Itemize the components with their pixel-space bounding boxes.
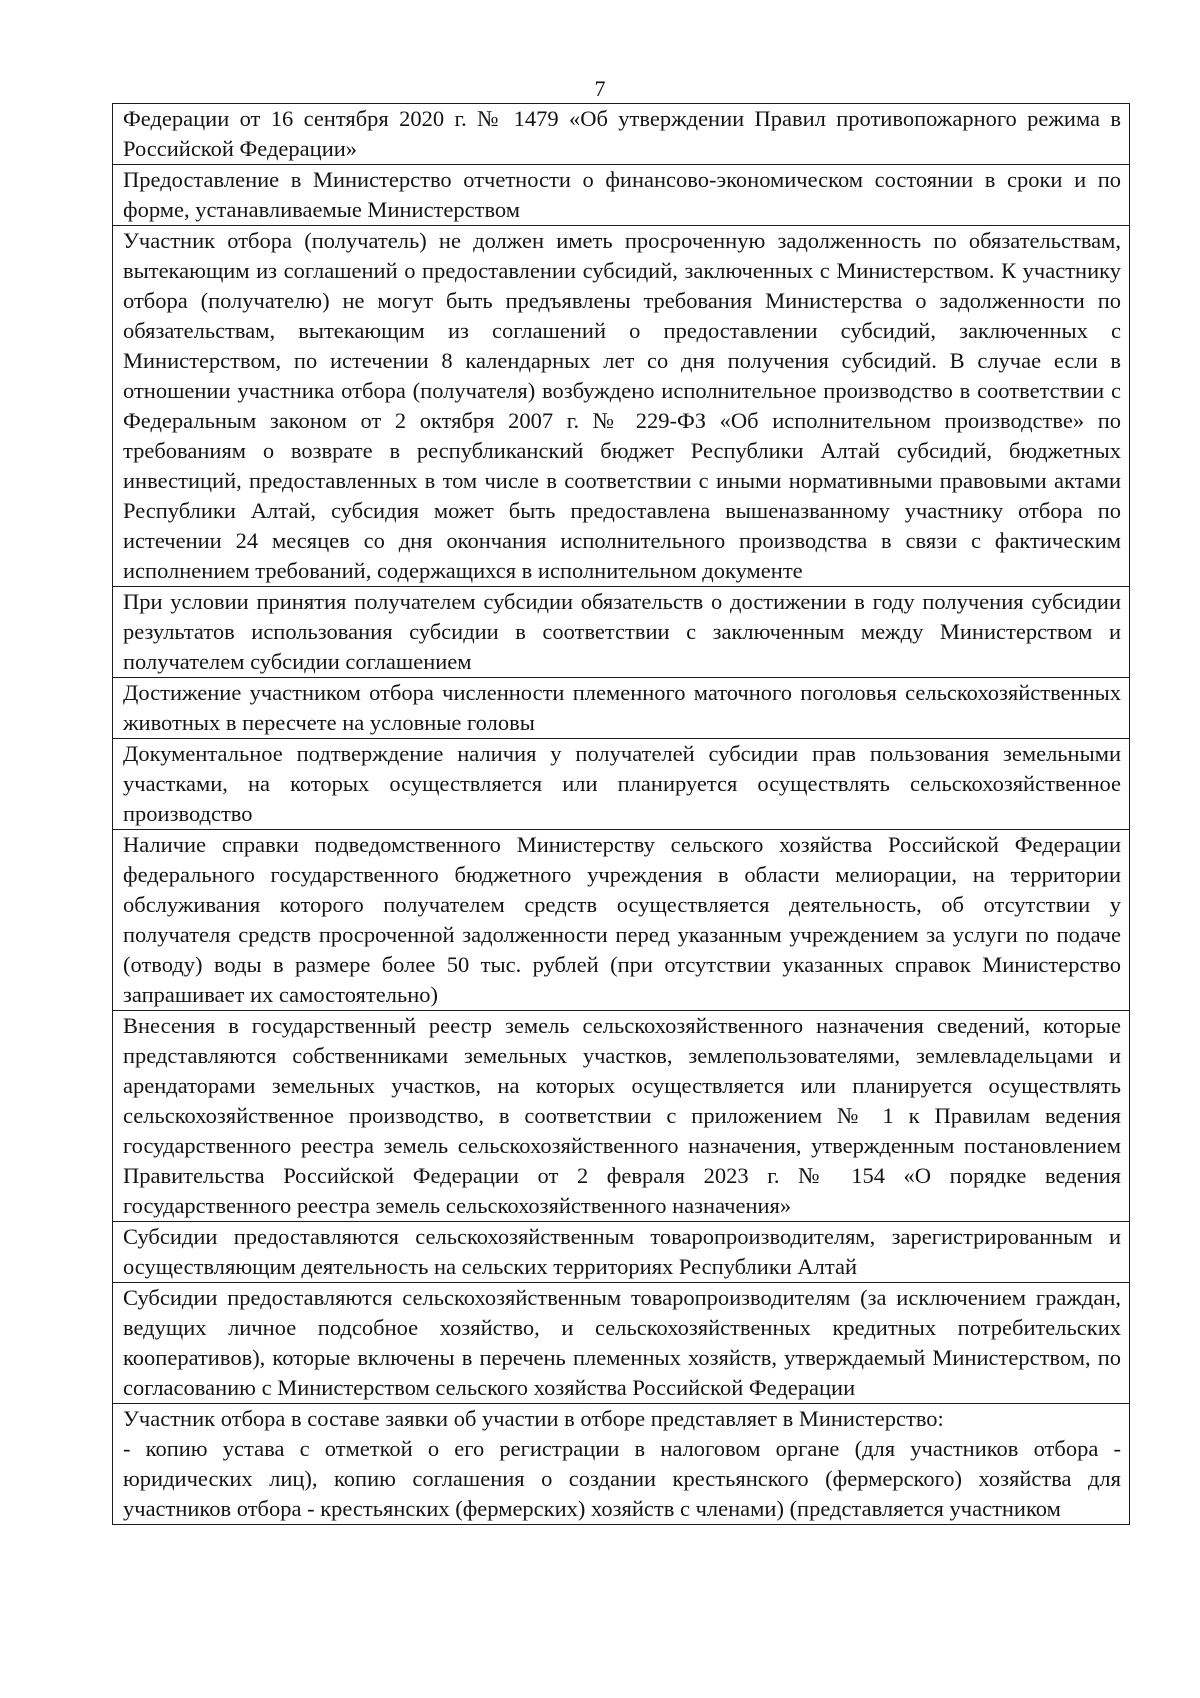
table-row [113, 739, 1130, 830]
table-row [113, 1222, 1130, 1283]
table-cell [113, 739, 1130, 830]
cell-text: - копию устава с отметкой о его регистрации в налоговом органе (для участников отбора - юридических лиц), копию соглашения о создании крестьянского (фермерского) хозяйства для участников отбора - крестьянских (фермерских) хозяйств с членами) (представляется участником [123, 1436, 1121, 1521]
table-cell [113, 1011, 1130, 1222]
cell-text: Наличие справки подведомственного Министерству сельского хозяйства Российской Федерации федерального государственного бюджетного учреждения в области мелиорации, на территории обслуживания которого получателем средств осуществляется деятельность, об отсутствии у получателя средств просроченной задолженности перед указанным учреждением за услуги по подаче (отводу) воды в размере более 50 тыс. рублей (при отсутствии указанных справок Министерство запрашивает их самостоятельно) [123, 832, 1121, 1007]
table-cell [113, 1222, 1130, 1283]
cell-text: Субсидии предоставляются сельскохозяйственным товаропроизводителям (за исключением граждан, ведущих личное подсобное хозяйство, и сельскохозяйственных кредитных потребительских кооперативов), которые включены в перечень племенных хозяйств, утверждаемый Министерством, по согласованию с Министерством сельского хозяйства Российской Федерации [123, 1285, 1121, 1400]
table-row [113, 587, 1130, 678]
table-row [113, 678, 1130, 739]
cell-text: Внесения в государственный реестр земель сельскохозяйственного назначения сведений, которые представляются собственниками земельных участков, землепользователями, землевладельцами и арендаторами земельных участков, на которых осуществляется или планируется осуществлять сельскохозяйственное производство, в соответствии с приложением № 1 к Правилам ведения государственного реестра земель сельскохозяйственного назначения, утвержденным постановлением Правительства Российской Федерации от 2 февраля 2023 г. № 154 «О порядке ведения государственного реестра земель сельскохозяйственного назначения» [123, 1013, 1121, 1218]
cell-text: Предоставление в Министерство отчетности о финансово-экономическом состоянии в сроки и по форме, устанавливаемые Министерством [123, 167, 1121, 222]
page-number: 7 [594, 76, 606, 101]
requirements-table [112, 103, 1130, 1525]
cell-text: При условии принятия получателем субсидии обязательств о достижении в году получения субсидии результатов использования субсидии в соответствии с заключенным между Министерством и получателем субсидии соглашением [123, 589, 1121, 674]
table-cell [113, 165, 1130, 226]
table-row [113, 1404, 1130, 1525]
table-row [113, 1011, 1130, 1222]
table-row [113, 226, 1130, 587]
table-cell [113, 830, 1130, 1011]
table-row [113, 830, 1130, 1011]
table-cell [113, 587, 1130, 678]
table-cell [113, 1404, 1130, 1525]
cell-text: Достижение участником отбора численности племенного маточного поголовья сельскохозяйственных животных в пересчете на условные головы [123, 680, 1121, 735]
table-row [113, 165, 1130, 226]
table-cell [113, 1283, 1130, 1404]
table-row [113, 104, 1130, 165]
cell-text: Участник отбора в составе заявки об участии в отборе представляет в Министерство: [123, 1406, 944, 1431]
table-cell [113, 678, 1130, 739]
cell-text: Участник отбора (получатель) не должен иметь просроченную задолженность по обязательствам, вытекающим из соглашений о предоставлении субсидий, заключенных с Министерством. К участнику отбора (получателю) не могут быть предъявлены требования Министерства о задолженности по обязательствам, вытекающим из соглашений о предоставлении субсидий, заключенных с Министерством, по истечении 8 календарных лет со дня получения субсидий. В случае если в отношении участника отбора (получателя) возбуждено исполнительное производство в соответствии с Федеральным законом от 2 октября 2007 г. № 229-ФЗ «Об исполнительном производстве» по требованиям о возврате в республиканский бюджет Республики Алтай субсидий, бюджетных инвестиций, предоставленных в том числе в соответствии с иными нормативными правовыми актами Республики Алтай, субсидия может быть предоставлена вышеназванному участнику отбора по истечении 24 месяцев со дня окончания исполнительного производства в связи с фактическим исполнением требований, содержащихся в исполнительном документе [123, 228, 1121, 583]
table-cell [113, 104, 1130, 165]
cell-text: Документальное подтверждение наличия у получателей субсидии прав пользования земельными участками, на которых осуществляется или планируется осуществлять сельскохозяйственное производство [123, 741, 1121, 826]
cell-text: Федерации от 16 сентября 2020 г. № 1479 «Об утверждении Правил противопожарного режима в Российской Федерации» [123, 106, 1121, 161]
table-row [113, 1283, 1130, 1404]
cell-text: Субсидии предоставляются сельскохозяйственным товаропроизводителям, зарегистрированным и осуществляющим деятельность на сельских территориях Республики Алтай [123, 1224, 1121, 1279]
table-cell [113, 226, 1130, 587]
